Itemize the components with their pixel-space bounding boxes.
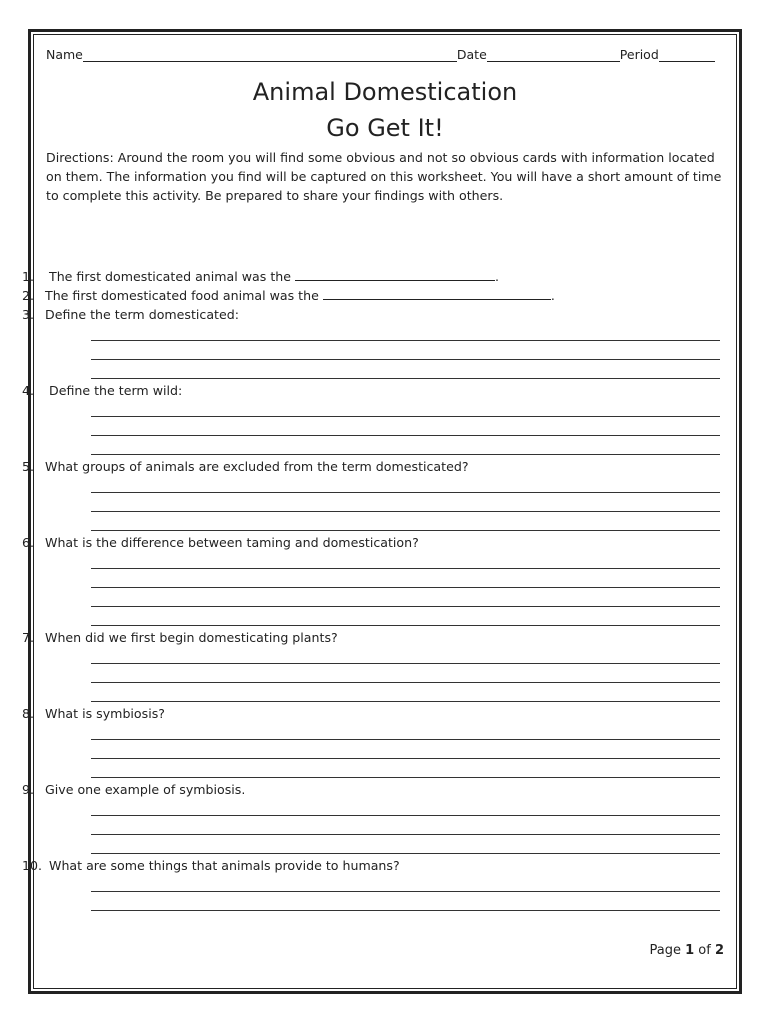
question-text: What is symbiosis?	[45, 706, 165, 721]
of-word: of	[698, 943, 711, 958]
answer-line[interactable]	[91, 739, 720, 740]
answer-line[interactable]	[91, 891, 720, 892]
answer-line[interactable]	[91, 853, 720, 854]
question-number: 3.	[22, 307, 35, 322]
answer-line[interactable]	[91, 435, 720, 436]
student-info-header	[46, 47, 724, 62]
worksheet-title: Animal Domestication	[252, 78, 518, 106]
question-number: 1.	[22, 269, 35, 284]
page-number	[649, 943, 724, 958]
question-number: 6.	[22, 535, 35, 550]
question-text: What groups of animals are excluded from the term domesticated?	[45, 459, 469, 474]
question-text: What is the difference between taming and domestication?	[45, 535, 419, 550]
answer-line[interactable]	[91, 758, 720, 759]
answer-line[interactable]	[91, 587, 720, 588]
current-page: 1	[685, 943, 695, 958]
question-text: What are some things that animals provide to humans?	[49, 858, 400, 873]
answer-line[interactable]	[91, 511, 720, 512]
answer-line[interactable]	[91, 625, 720, 626]
answer-line[interactable]	[91, 492, 720, 493]
question-punct: .	[495, 269, 500, 284]
answer-line[interactable]	[91, 682, 720, 683]
name-field[interactable]	[83, 49, 457, 62]
answer-line[interactable]	[91, 834, 720, 835]
answer-line[interactable]	[91, 701, 720, 702]
answer-line[interactable]	[91, 378, 720, 379]
question-number: 7.	[22, 630, 35, 645]
period-label: Period	[619, 47, 659, 62]
answer-line[interactable]	[91, 568, 720, 569]
date-label: Date	[456, 47, 487, 62]
answer-line[interactable]	[91, 815, 720, 816]
answer-line[interactable]	[91, 777, 720, 778]
question-punct: .	[550, 288, 555, 303]
question-text: When did we first begin domesticating plants?	[45, 630, 338, 645]
answer-line[interactable]	[91, 663, 720, 664]
directions-text: Directions: Around the room you will find some obvious and not so obvious cards with information located on them. The information you find will be captured on this worksheet. You will have a short amount of time to complete this activity. Be prepared to share your findings with others.	[46, 150, 722, 203]
answer-line[interactable]	[91, 454, 720, 455]
answer-line[interactable]	[91, 416, 720, 417]
question-text: Define the term domesticated:	[45, 307, 239, 322]
question-text: Give one example of symbiosis.	[45, 782, 246, 797]
page-word: Page	[649, 943, 681, 958]
date-field[interactable]	[487, 49, 620, 62]
answer-line[interactable]	[91, 606, 720, 607]
total-pages: 2	[714, 943, 724, 958]
question-number: 10.	[22, 858, 43, 873]
worksheet-subtitle: Go Get It!	[326, 114, 444, 142]
question-number: 5.	[22, 459, 35, 474]
answer-line[interactable]	[91, 530, 720, 531]
question-number: 4.	[22, 383, 35, 398]
question-number: 2.	[22, 288, 35, 303]
fill-in-blank[interactable]	[323, 288, 551, 300]
question-text: The first domesticated food animal was the	[45, 288, 323, 303]
answer-line[interactable]	[91, 359, 720, 360]
question-text: Define the term wild:	[49, 383, 183, 398]
question-text: The first domesticated animal was the	[49, 269, 296, 284]
name-label: Name	[46, 47, 83, 62]
period-field[interactable]	[659, 49, 715, 62]
question-number: 9.	[22, 782, 35, 797]
answer-line[interactable]	[91, 910, 720, 911]
fill-in-blank[interactable]	[295, 269, 495, 281]
answer-line[interactable]	[91, 340, 720, 341]
question-number: 8.	[22, 706, 35, 721]
